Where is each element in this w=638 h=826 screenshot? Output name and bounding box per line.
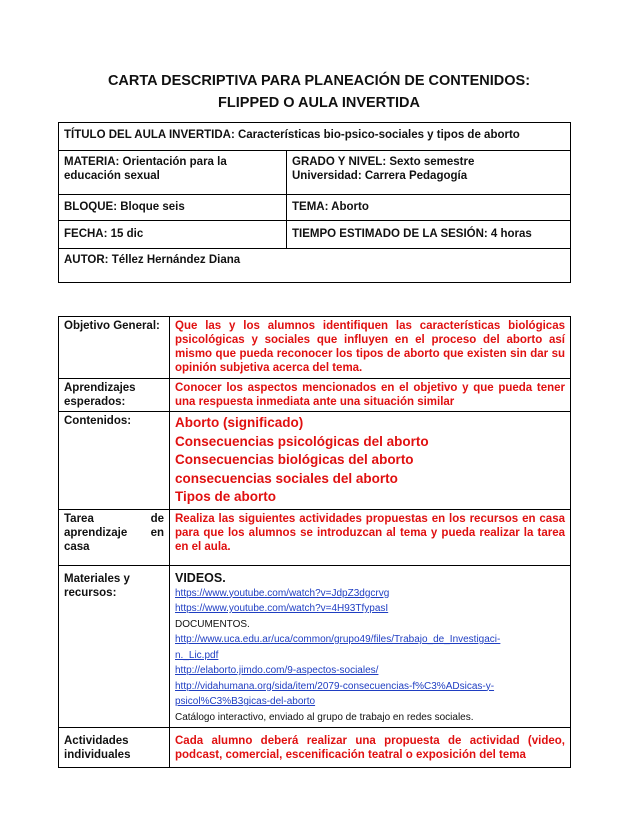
catalogo-text: Catálogo interactivo, enviado al grupo de trabajo en redes sociales. <box>175 711 474 723</box>
objetivo-label: Objetivo General: <box>59 317 170 379</box>
documentos-heading: DOCUMENTOS. <box>175 618 250 630</box>
contenidos-list <box>170 412 571 510</box>
contenido-item: consecuencias sociales del aborto <box>175 470 398 486</box>
tema-cell: TEMA: Aborto <box>287 195 571 221</box>
aprendizajes-text: Conocer los aspectos mencionados en el objetivo y que pueda tener una respuesta inmediata ante una situación similar <box>170 379 571 412</box>
materiales-cell <box>170 565 571 728</box>
materia-cell: MATERIA: Orientación para la educación sexual <box>59 151 287 195</box>
aprendizajes-label: Aprendizajes esperados: <box>59 379 170 412</box>
plan-table <box>58 316 571 768</box>
video-link-2[interactable]: https://www.youtube.com/watch?v=4H93TfypasI <box>175 603 389 614</box>
contenido-item: Consecuencias biológicas del aborto <box>175 452 414 467</box>
tarea-text: Realiza las siguientes actividades propuestas en los recursos en casa para que los alumnos se introduzcan al tema y pueda realizar la tarea en el aula. <box>170 509 571 565</box>
actividades-text: Cada alumno deberá realizar una propuesta de actividad (video, podcast, comercial, escenificación teatral o exposición del tema <box>170 728 571 768</box>
doc-link-3-cont[interactable]: psicol%C3%B3gicas-del-aborto <box>175 696 316 707</box>
autor-cell: AUTOR: Téllez Hernández Diana <box>59 249 571 283</box>
bloque-cell: BLOQUE: Bloque seis <box>59 195 287 221</box>
materiales-label: Materiales y recursos: <box>59 565 170 728</box>
grado-cell: GRADO Y NIVEL: Sexto semestre Universidad: Carrera Pedagogía <box>287 151 571 195</box>
contenido-item: Consecuencias psicológicas del aborto <box>175 433 429 449</box>
doc-link-1[interactable]: http://www.uca.edu.ar/uca/common/grupo49/files/Trabajo_de_Investigaci- <box>175 634 501 645</box>
doc-link-1-cont[interactable]: n._Lic.pdf <box>175 649 219 661</box>
document-title-line1: CARTA DESCRIPTIVA PARA PLANEACIÓN DE CONTENIDOS: <box>107 73 531 89</box>
document-title-line2: FLIPPED O AULA INVERTIDA <box>218 95 420 111</box>
actividades-label: Actividades individuales <box>59 728 170 768</box>
fecha-cell: FECHA: 15 dic <box>59 221 287 249</box>
tiempo-cell: TIEMPO ESTIMADO DE LA SESIÓN: 4 horas <box>287 221 571 249</box>
videos-heading: VIDEOS. <box>175 570 226 585</box>
video-link-1[interactable]: https://www.youtube.com/watch?v=JdpZ3dgcrvg <box>175 587 390 599</box>
tarea-label: Tarea de aprendizaje en casa <box>59 509 170 565</box>
doc-link-2[interactable]: http://elaborto.jimdo.com/9-aspectos-sociales/ <box>175 665 379 676</box>
contenido-item: Tipos de aborto <box>175 489 277 504</box>
info-table <box>58 122 571 283</box>
titulo-cell: TÍTULO DEL AULA INVERTIDA: Características bio-psico-sociales y tipos de aborto <box>59 123 571 151</box>
contenidos-label: Contenidos: <box>59 412 170 510</box>
objetivo-text: Que las y los alumnos identifiquen las características biológicas psicológicas y sociales que influyen en el proceso del aborto así mismo que pueda reconocer los tipos de aborto que existen sin dar su opinión subjetiva acerca del tema. <box>170 317 571 379</box>
contenido-item: Aborto (significado) <box>175 415 304 430</box>
doc-link-3[interactable]: http://vidahumana.org/sida/item/2079-consecuencias-f%C3%ADsicas-y- <box>175 680 495 692</box>
